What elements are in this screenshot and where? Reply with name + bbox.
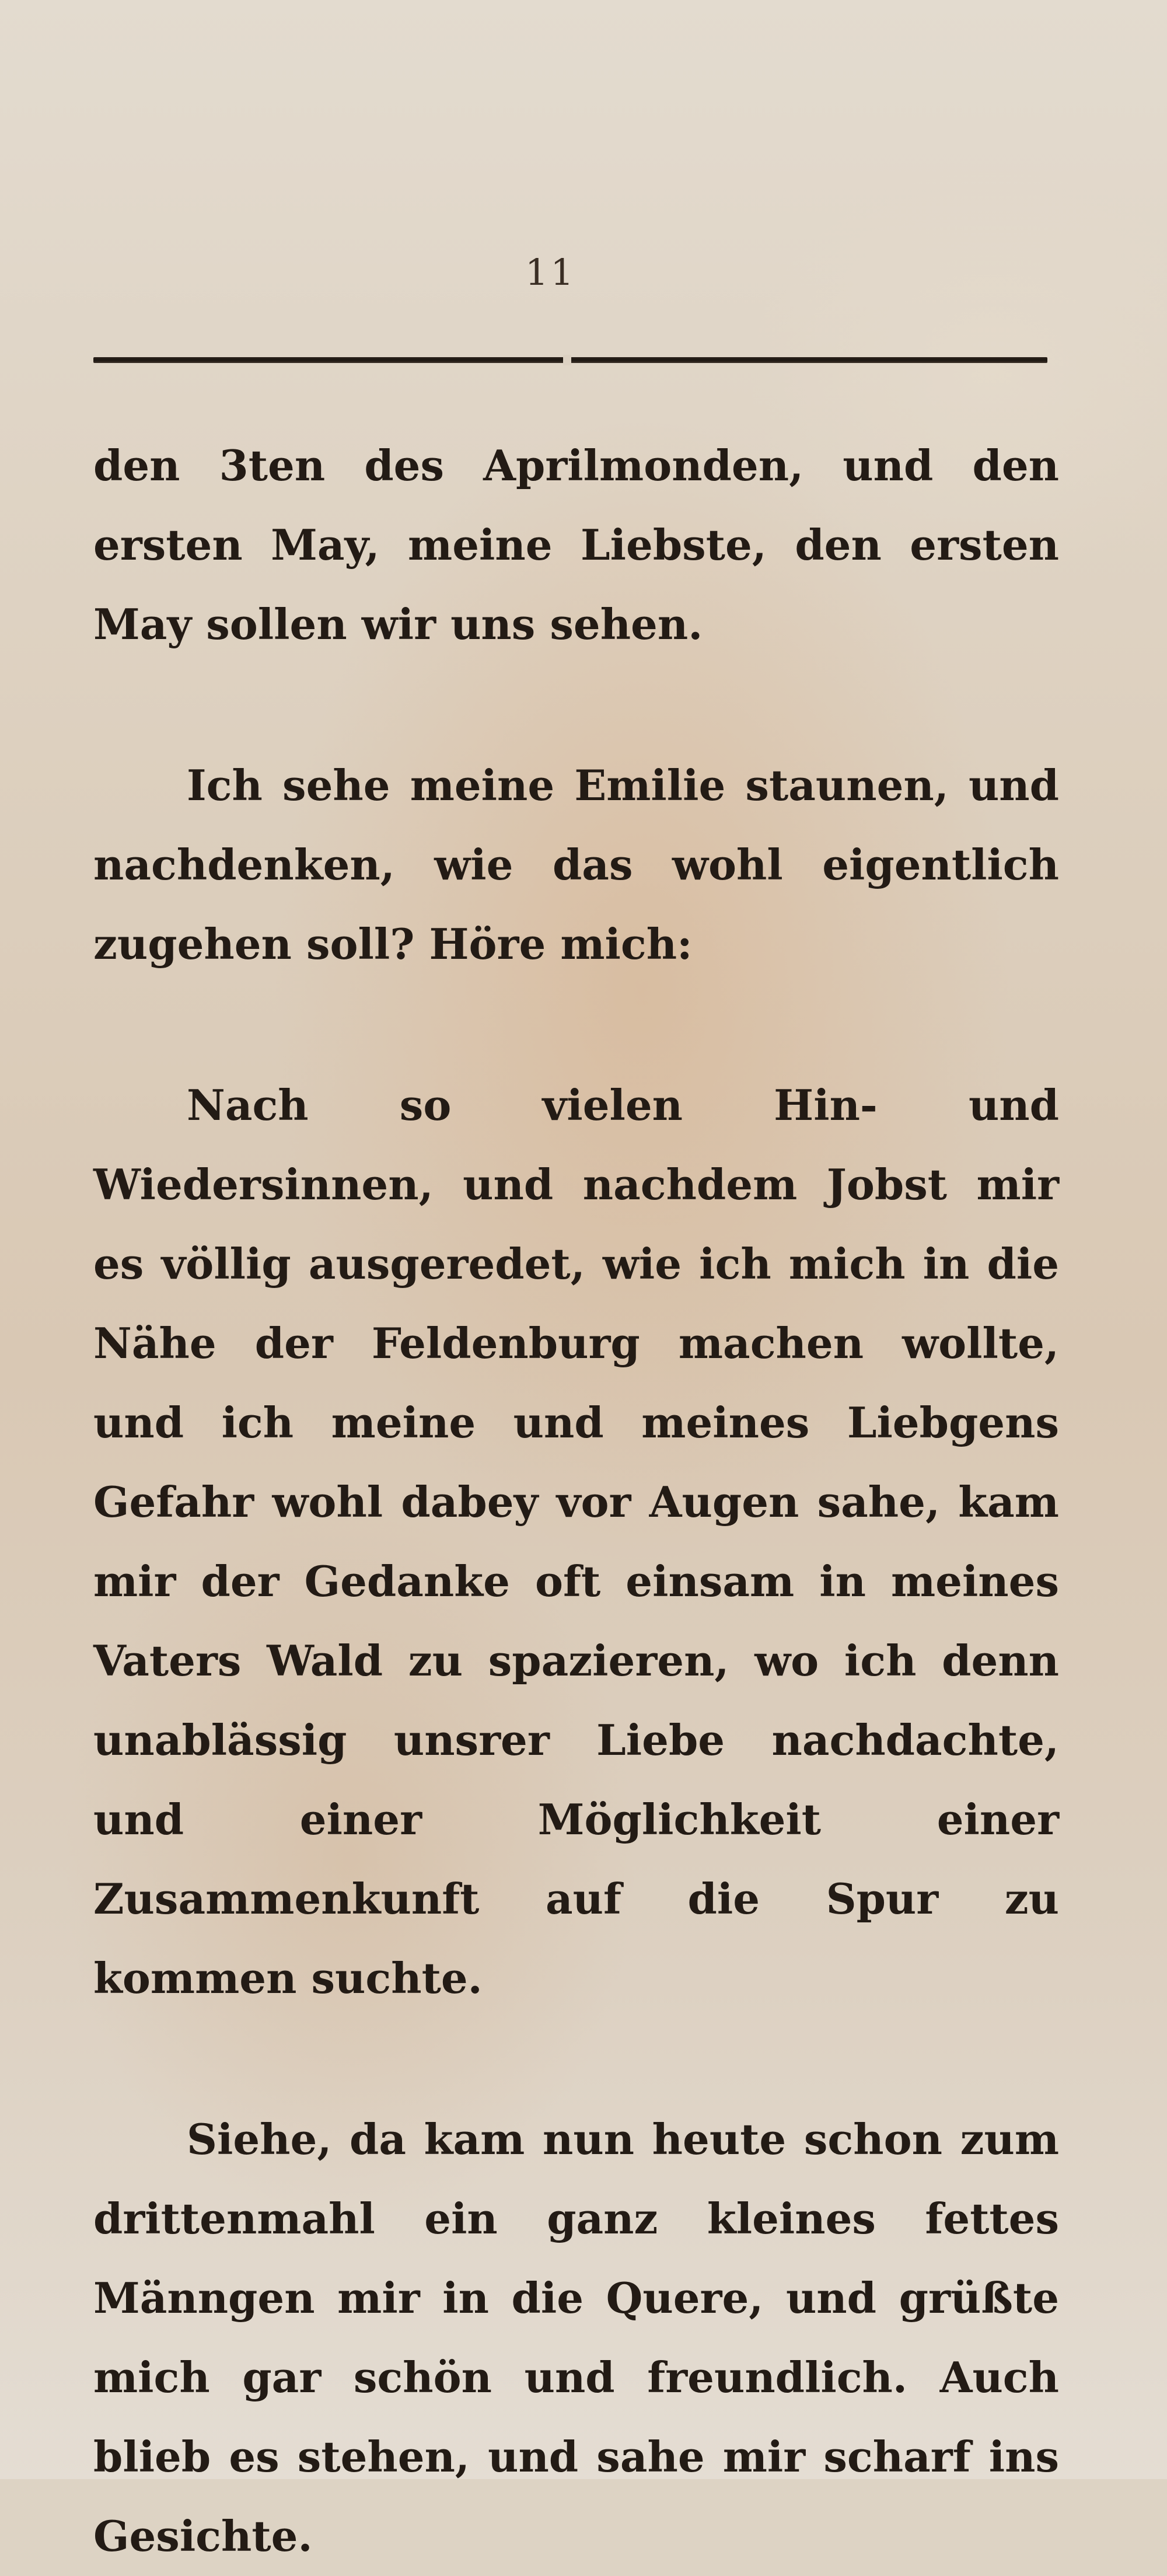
body-text [93, 426, 1059, 2576]
header-rule-gap [563, 355, 571, 365]
page-number: 11 [525, 251, 576, 294]
paragraph: Siehe, da kam nun heute schon zum drittenmahl ein ganz kleines fettes Männgen mir in die Quere, und grüßte mich gar schön und freundlich. Auch blieb es stehen, und sahe mir scharf ins Gesichte. [93, 2114, 1059, 2561]
paragraph: Nach so vielen Hin- und Wiedersinnen, und nachdem Jobst mir es völlig ausgeredet, wie ich mich in die Nähe der Feldenburg machen wollte, und ich meine und meines Liebgens Gefahr wohl dabey vor Augen sahe, kam mir der Gedanke oft einsam in meines Vaters Wald zu spazieren, wo ich denn unablässig unsrer Liebe nachdachte, und einer Möglichkeit einer Zusammenkunft auf die Spur zu kommen suchte. [93, 1080, 1059, 2003]
paragraph-continuation: den 3ten des Aprilmonden, und den ersten May, meine Liebste, den ersten May sollen wir uns sehen. [93, 441, 1059, 649]
paragraph: Ich sehe meine Emilie staunen, und nachdenken, wie das wohl eigentlich zugehen soll? Höre mich: [93, 760, 1059, 969]
